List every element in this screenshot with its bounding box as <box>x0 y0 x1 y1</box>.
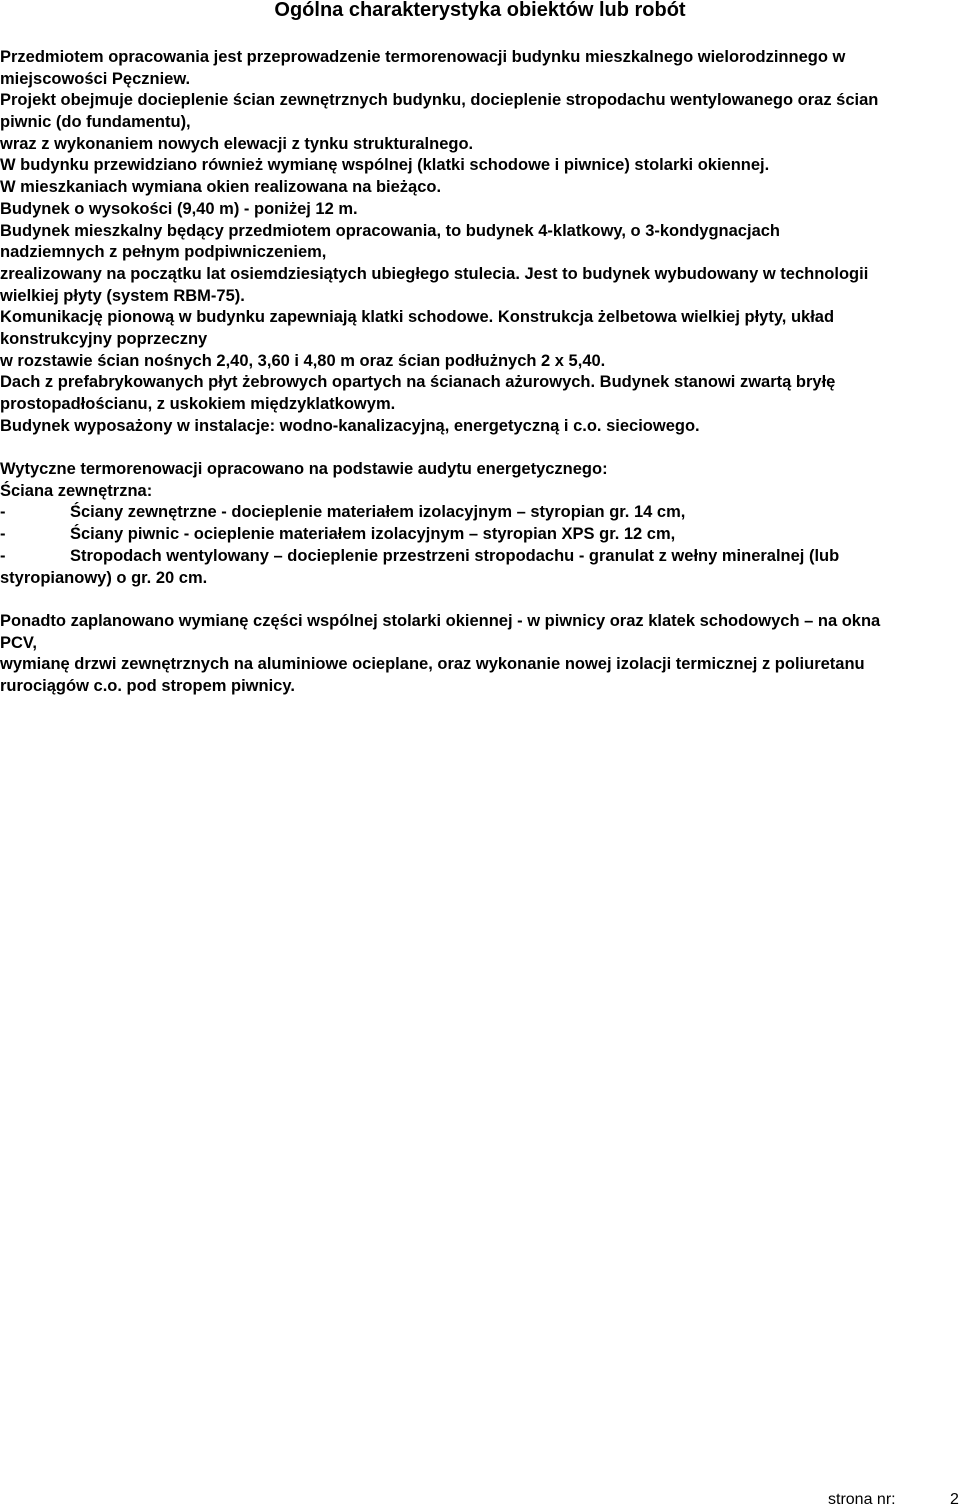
text-line: Przedmiotem opracowania jest przeprowadzenie termorenowacji budynku mieszkalnego wielorodzinnego w <box>0 48 846 66</box>
list-item-text: Stropodach wentylowany – docieplenie przestrzeni stropodachu - granulat z wełny mineralnej (lub <box>70 546 840 565</box>
text-line: piwnic (do fundamentu), <box>0 113 191 132</box>
text-line: zrealizowany na początku lat osiemdziesiątych ubiegłego stulecia. Jest to budynek wybudowany w technologii <box>0 264 869 283</box>
list-dash: - <box>0 525 6 544</box>
page-number: 2 <box>950 1491 959 1508</box>
page-title: Ogólna charakterystyka obiektów lub robót <box>274 0 686 21</box>
additional-works-paragraph <box>0 611 960 698</box>
text-line: konstrukcyjny poprzeczny <box>0 329 208 348</box>
paragraph-spacer <box>0 437 960 459</box>
text-line: wraz z wykonaniem nowych elewacji z tynku strukturalnego. <box>0 134 474 153</box>
text-line: Komunikację pionową w budynku zapewniają klatki schodowe. Konstrukcja żelbetowa wielkiej płyty, układ <box>0 308 835 327</box>
list-item <box>0 502 960 524</box>
text-line: PCV, <box>0 633 37 652</box>
text-line: Dach z prefabrykowanych płyt żebrowych opartych na ścianach ażurowych. Budynek stanowi zwartą bryłę <box>0 373 836 392</box>
list-dash: - <box>0 546 6 565</box>
text-line: w rozstawie ścian nośnych 2,40, 3,60 i 4,80 m oraz ścian podłużnych 2 x 5,40. <box>0 351 606 370</box>
text-line: miejscowości Pęczniew. <box>0 69 191 88</box>
text-line: Budynek wyposażony w instalacje: wodno-kanalizacyjną, energetyczną i c.o. sieciowego. <box>0 416 700 435</box>
text-line: rurociągów c.o. pod stropem piwnicy. <box>0 676 295 695</box>
text-line: wielkiej płyty (system RBM-75). <box>0 286 245 305</box>
text-line: Ponadto zaplanowano wymianę części wspólnej stolarki okiennej - w piwnicy oraz klatek schodowych – na okna <box>0 611 881 630</box>
guidelines-heading: Wytyczne termorenowacji opracowano na podstawie audytu energetycznego: <box>0 460 608 479</box>
text-line: Projekt obejmuje docieplenie ścian zewnętrznych budynku, docieplenie stropodachu wentylowanego oraz ścian <box>0 91 879 110</box>
list-item-text: Ściany piwnic - ocieplenie materiałem izolacyjnym – styropian XPS gr. 12 cm, <box>70 525 676 544</box>
text-line: W mieszkaniach wymiana okien realizowana na bieżąco. <box>0 178 442 197</box>
list-item-continuation: styropianowy) o gr. 20 cm. <box>0 568 208 587</box>
page-number-label: strona nr: <box>828 1491 896 1508</box>
text-line: W budynku przewidziano również wymianę wspólnej (klatki schodowe i piwnice) stolarki okiennej. <box>0 156 770 175</box>
text-line: prostopadłościanu, z uskokiem międzyklatkowym. <box>0 395 396 413</box>
list-dash: - <box>0 503 6 522</box>
list-item <box>0 546 960 568</box>
list-item-text: Ściany zewnętrzne - docieplenie materiałem izolacyjnym – styropian gr. 14 cm, <box>70 503 686 522</box>
text-line: wymianę drzwi zewnętrznych na aluminiowe ocieplane, oraz wykonanie nowej izolacji termicznej z poliuretanu <box>0 655 865 674</box>
text-line: Budynek o wysokości (9,40 m) - poniżej 12 m. <box>0 199 358 218</box>
guidelines-subheading: Ściana zewnętrzna: <box>0 481 153 500</box>
document-body <box>0 47 960 698</box>
list-item <box>0 524 960 546</box>
text-line: Budynek mieszkalny będący przedmiotem opracowania, to budynek 4-klatkowy, o 3-kondygnacjach <box>0 221 780 240</box>
paragraph-spacer <box>0 589 960 611</box>
text-line: nadziemnych z pełnym podpiwniczeniem, <box>0 243 327 262</box>
description-paragraph <box>0 47 960 437</box>
guidelines-section <box>0 459 960 589</box>
